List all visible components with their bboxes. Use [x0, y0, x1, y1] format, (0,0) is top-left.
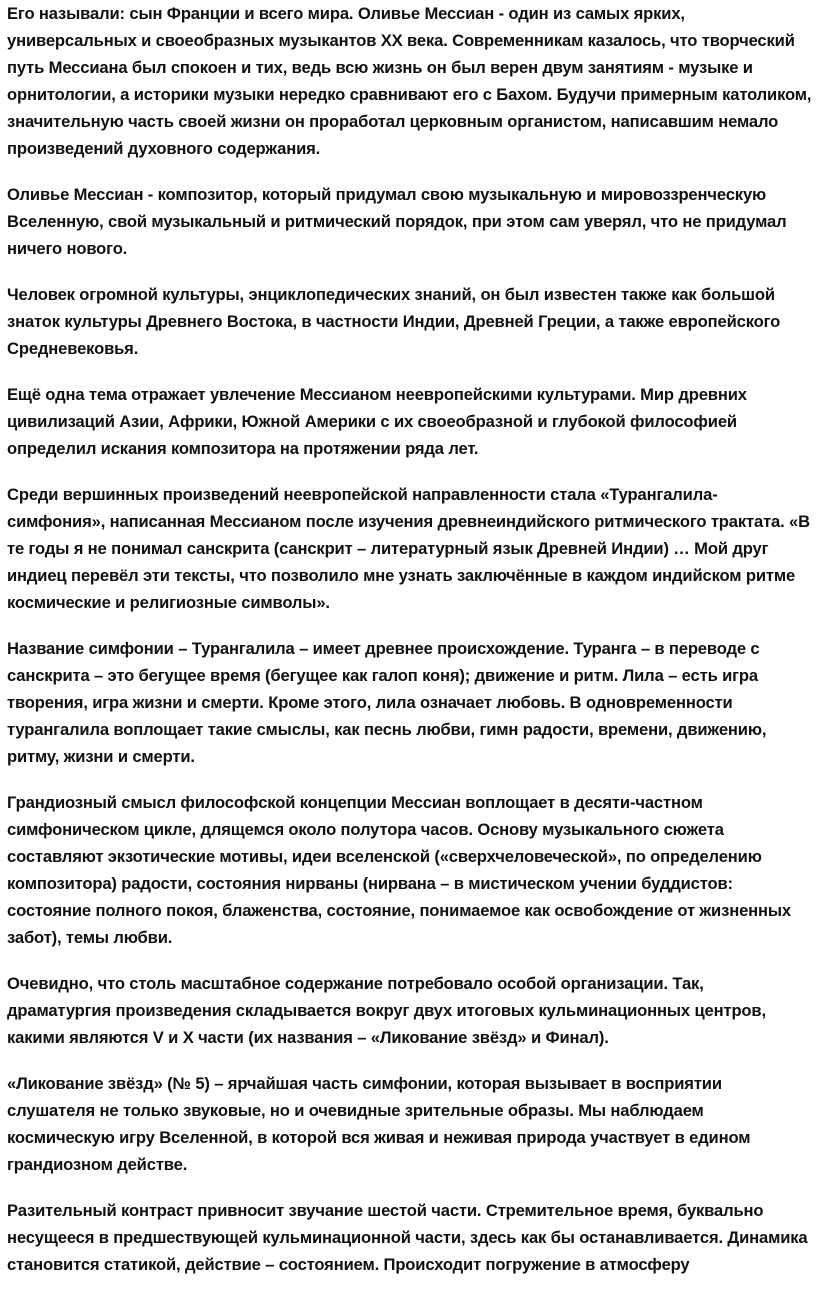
paragraph-intro: Его называли: сын Франции и всего мира. Оливье Мессиан - один из самых ярких, универсальных и своеобразных музыкантов XX века. Современникам казалось, что творческий путь Мессиана был спокоен и тих, ведь всю жизнь он был верен двум занятиям - музыке и орнитологии, а историки музыки нередко сравнивают его с Бахом. Будучи примерным католиком, значительную часть своей жизни он проработал церковным органистом, написавшим немало произведений духовного содержания.: [7, 4, 812, 158]
paragraph-concept: Грандиозный смысл философской концепции Мессиан воплощает в десяти-частном симфоническом цикле, длящемся около полутора часов. Основу музыкального сюжета составляют экзотические мотивы, идеи вселенской («сверхчеловеческой», по определению композитора) радости, состояния нирваны (нирвана – в мистическом учении буддистов: состояние полного покоя, блаженства, состояние, понимаемое как освобождение от жизненных забот), темы любви.: [7, 793, 791, 947]
paragraph-non-european: Ещё одна тема отражает увлечение Мессианом неевропейскими культурами. Мир древних цивилизаций Азии, Африки, Южной Америки с их своеобразной и глубокой философией определил искания композитора на протяжении ряда лет.: [7, 385, 747, 458]
paragraph-symphony-name: Название симфонии – Турангалила – имеет древнее происхождение. Туранга – в переводе с санскрита – это бегущее время (бегущее как галоп коня); движение и ритм. Лила – есть игра творения, игра жизни и смерти. Кроме этого, лила означает любовь. В одновременности турангалила воплощает такие смыслы, как песнь любви, гимн радости, времени, движению, ритму, жизни и смерти.: [7, 639, 767, 766]
paragraph-joy-of-stars: «Ликование звёзд» (№ 5) – ярчайшая часть симфонии, которая вызывает в восприятии слушателя не только звуковые, но и очевидные зрительные образы. Мы наблюдаем космическую игру Вселенной, в которой вся живая и неживая природа участвует в едином грандиозном действе.: [7, 1074, 751, 1174]
paragraph-turangalila: Среди вершинных произведений неевропейской направленности стала «Турангалила-симфония», написанная Мессианом после изучения древнеиндийского ритмического трактата. «В те годы я не понимал санскрита (санскрит – литературный язык Древней Индии) … Мой друг индиец перевёл эти тексты, что позволило мне узнать заключённые в каждом индийском ритме космические и религиозные символы».: [7, 485, 810, 612]
paragraph-culture: Человек огромной культуры, энциклопедических знаний, он был известен также как большой знаток культуры Древнего Востока, в частности Индии, Древней Греции, а также европейского Средневековья.: [7, 285, 781, 358]
paragraph-composer-universe: Оливье Мессиан - композитор, который придумал свою музыкальную и мировоззренческую Вселенную, свой музыкальный и ритмический порядок, при этом сам уверял, что не придумал ничего нового.: [7, 185, 787, 258]
paragraph-sixth-part: Разительный контраст привносит звучание шестой части. Стремительное время, буквально несущееся в предшествующей кульминационной части, здесь как бы останавливается. Динамика становится статикой, действие – состоянием. Происходит погружение в атмосферу: [7, 1201, 808, 1274]
paragraph-dramaturgy: Очевидно, что столь масштабное содержание потребовало особой организации. Так, драматургия произведения складывается вокруг двух итоговых кульминационных центров, какими являются V и X части (их названия – «Ликование звёзд» и Финал).: [7, 974, 766, 1047]
